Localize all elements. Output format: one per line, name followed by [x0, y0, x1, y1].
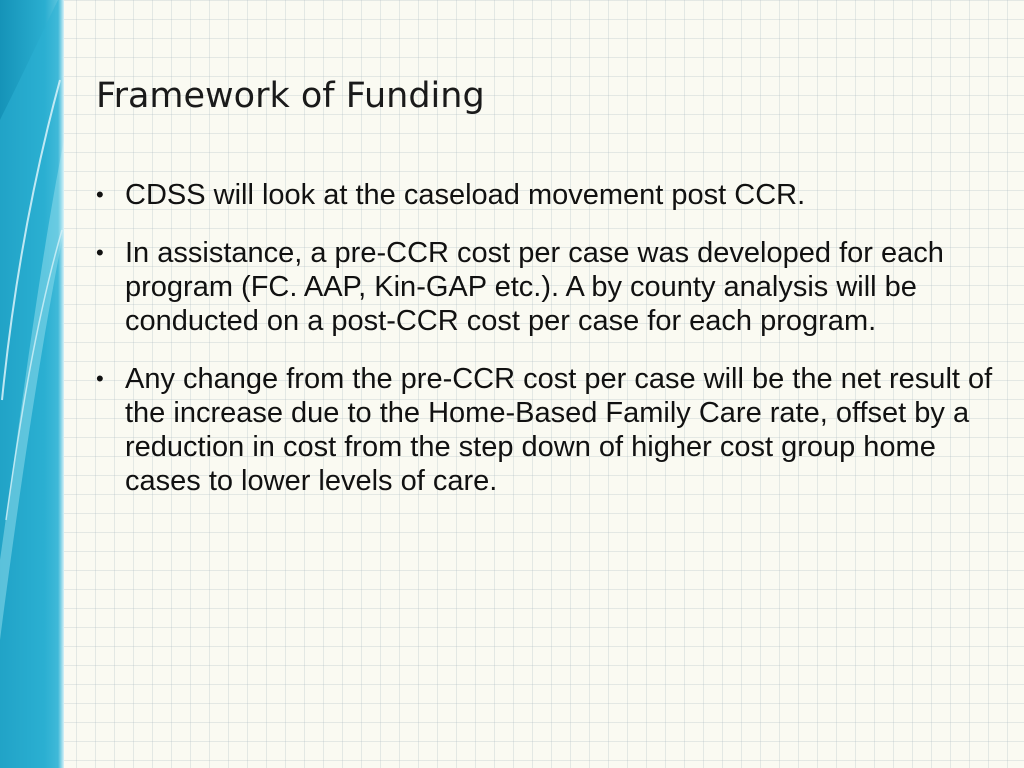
list-item: [96, 178, 996, 212]
bullet-icon: •: [96, 240, 104, 265]
bullet-list: [96, 178, 996, 522]
slide-title: Framework of Funding: [96, 76, 485, 116]
bullet-text: Any change from the pre-CCR cost per case will be the net result of the increase due to the Home-Based Family Care rate, offset by a reduction in cost from the step down of higher cost group home cases to lower levels of care.: [125, 363, 993, 497]
bullet-icon: •: [96, 366, 104, 391]
bullet-icon: •: [96, 182, 104, 207]
list-item: [96, 236, 996, 338]
bullet-text: In assistance, a pre-CCR cost per case was developed for each program (FC. AAP, Kin-GAP etc.). A by county analysis will be conducted on a post-CCR cost per case for each program.: [125, 237, 944, 337]
decorative-side-band: [0, 0, 64, 768]
list-item: [96, 362, 996, 498]
bullet-text: CDSS will look at the caseload movement post CCR.: [125, 179, 806, 211]
